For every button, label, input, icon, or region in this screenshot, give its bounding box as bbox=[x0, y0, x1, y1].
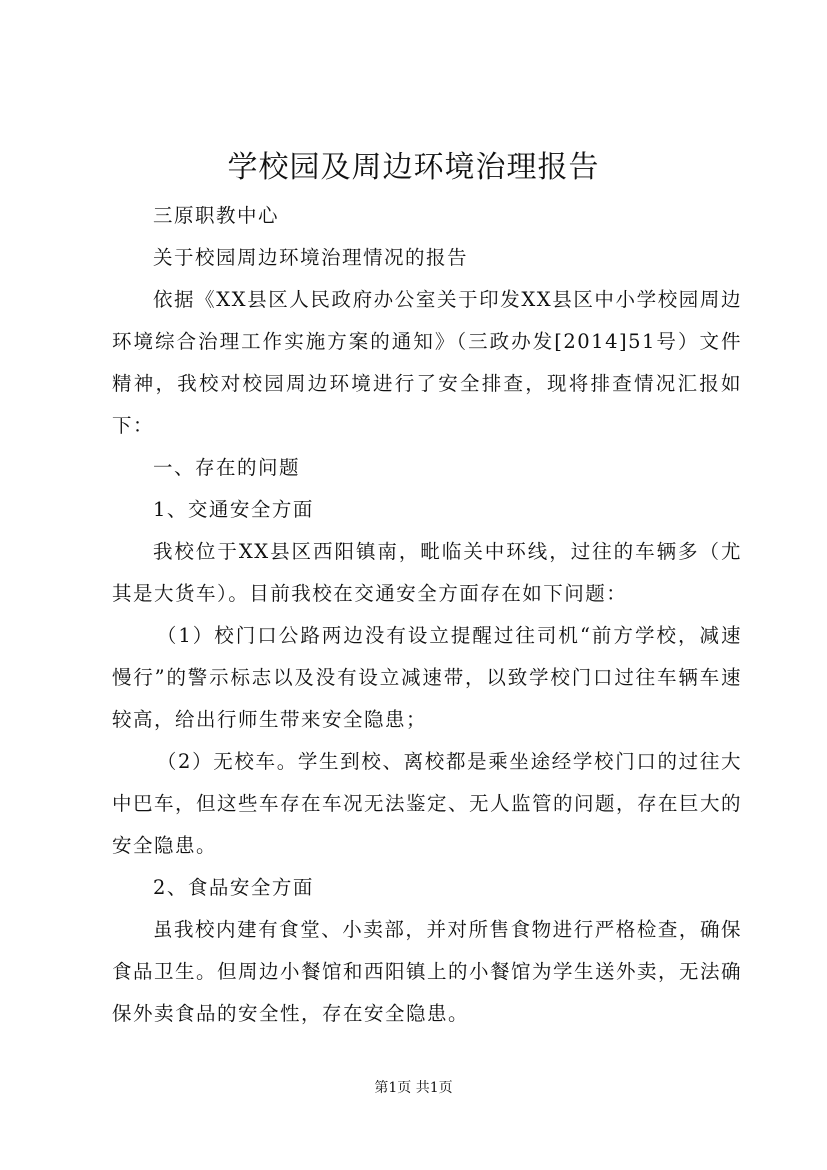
paragraph-traffic-issue-1: （1）校门口公路两边没有设立提醒过往司机“前方学校，减速慢行”的警示标志以及没有设立减速带，以致学校门口过往车辆车速较高，给出行师生带来安全隐患； bbox=[112, 624, 742, 731]
heading-problems: 一、存在的问题 bbox=[152, 456, 300, 479]
paragraph-organization: 三原职教中心 bbox=[152, 204, 279, 227]
paragraph-basis: 依据《XX县区人民政府办公室关于印发XX县区中小学校园周边环境综合治理工作实施方案的通知》（三政办发[2014]51号）文件精神，我校对校园周边环境进行了安全排查，现将排查情况汇报如下： bbox=[112, 288, 742, 437]
paragraph-traffic-intro: 我校位于XX县区西阳镇南，毗临关中环线，过往的车辆多（尤其是大货车）。目前我校在交通安全方面存在如下问题： bbox=[112, 540, 742, 605]
paragraph-food-safety: 虽我校内建有食堂、小卖部，并对所售食物进行严格检查，确保食品卫生。但周边小餐馆和西阳镇上的小餐馆为学生送外卖，无法确保外卖食品的安全性，存在安全隐患。 bbox=[112, 918, 743, 1025]
heading-traffic-safety: 1、交通安全方面 bbox=[152, 498, 314, 521]
paragraph-traffic-issue-2: （2）无校车。学生到校、离校都是乘坐途经学校门口的过往大中巴车，但这些车存在车况无法鉴定、无人监管的问题，存在巨大的安全隐患。 bbox=[112, 750, 743, 857]
heading-food-safety: 2、食品安全方面 bbox=[152, 876, 314, 899]
document-title: 学校园及周边环境治理报告 bbox=[227, 150, 600, 185]
document-body bbox=[112, 195, 742, 1035]
paragraph-report-subtitle: 关于校园周边环境治理情况的报告 bbox=[152, 246, 468, 269]
page-number: 第1页 共1页 bbox=[374, 1080, 453, 1096]
